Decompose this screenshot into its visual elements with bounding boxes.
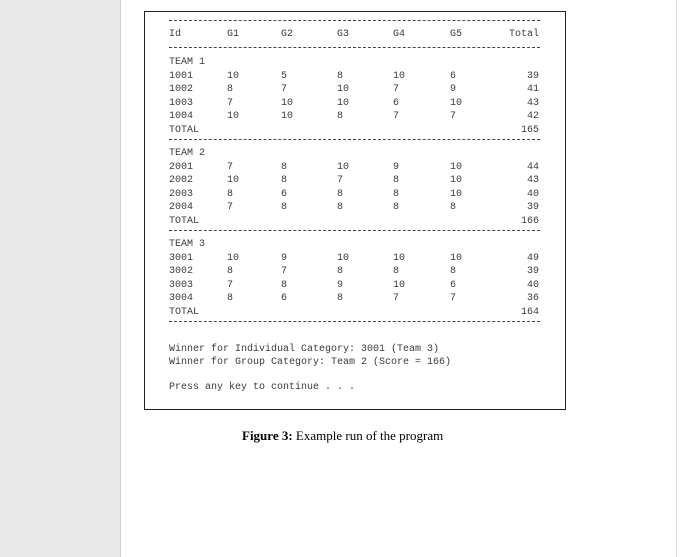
row-score-g5: 6 [450,70,457,82]
row-score-g3: 10 [337,161,350,173]
row-score-g1: 10 [227,175,240,186]
team-total-label: TOTAL [169,124,200,136]
team-name: TEAM 1 [169,57,206,68]
row-score-g1: 7 [227,161,234,173]
row-score-g3: 7 [337,175,344,186]
team-total-value: 166 [520,215,539,227]
row-score-g4: 8 [393,266,400,277]
winner-group-message: Winner for Group Category: Team 2 (Score = 166) [169,357,452,368]
row-score-g2: 8 [281,161,288,173]
row-score-g1: 7 [227,202,234,213]
row-score-g2: 8 [281,202,288,213]
row-score-g5: 10 [450,188,463,200]
row-score-g3: 10 [337,97,350,109]
row-score-g3: 8 [337,70,344,82]
row-score-g5: 8 [450,202,457,213]
row-score-g4: 7 [393,84,400,95]
team-separator [169,321,540,322]
row-score-g3: 10 [337,84,350,95]
row-score-g4: 6 [393,97,400,109]
row-score-g5: 7 [450,293,457,304]
row-id: 2001 [169,161,194,173]
row-total: 40 [526,188,539,200]
row-score-g2: 8 [281,175,288,186]
row-score-g1: 8 [227,266,234,277]
row-total: 49 [526,252,539,264]
column-header-total: Total [508,29,539,40]
row-id: 3001 [169,252,194,264]
page-edge-left [120,0,121,557]
row-total: 42 [526,111,539,122]
page-edge-right [676,0,677,557]
page-margin [0,0,120,557]
press-key-prompt: Press any key to continue . . . [169,382,356,393]
row-score-g4: 10 [393,70,406,82]
row-total: 43 [526,175,539,186]
figure-caption-text: Example run of the program [292,428,444,443]
column-header-id: Id [169,29,182,40]
row-total: 44 [526,161,539,173]
row-id: 3003 [169,279,194,291]
header-rule-bottom [169,47,540,48]
row-score-g4: 8 [393,188,400,200]
row-id: 2002 [169,175,194,186]
row-score-g5: 9 [450,84,457,95]
row-id: 1002 [169,84,194,95]
row-score-g2: 9 [281,252,288,264]
row-score-g3: 8 [337,293,344,304]
row-total: 41 [526,84,539,95]
column-header-g1: G1 [227,29,240,40]
row-total: 43 [526,97,539,109]
row-total: 39 [526,70,539,82]
row-score-g3: 8 [337,111,344,122]
team-total-label: TOTAL [169,306,200,318]
column-header-g5: G5 [450,29,463,40]
team-separator [169,230,540,231]
column-header-g2: G2 [281,29,294,40]
row-score-g4: 10 [393,279,406,291]
row-score-g4: 9 [393,161,400,173]
row-id: 1001 [169,70,194,82]
row-score-g3: 10 [337,252,350,264]
row-score-g5: 10 [450,252,463,264]
row-total: 39 [526,202,539,213]
row-score-g2: 7 [281,84,288,95]
row-score-g2: 6 [281,293,288,304]
row-score-g4: 8 [393,202,400,213]
row-score-g5: 10 [450,97,463,109]
console-output-figure [144,11,566,410]
team-separator [169,139,540,140]
row-score-g1: 10 [227,252,240,264]
row-score-g2: 10 [281,97,294,109]
row-score-g1: 7 [227,279,234,291]
figure-caption [242,428,502,444]
row-score-g2: 6 [281,188,288,200]
row-id: 3002 [169,266,194,277]
row-score-g2: 8 [281,279,288,291]
row-score-g1: 10 [227,70,240,82]
row-total: 39 [526,266,539,277]
row-score-g3: 8 [337,266,344,277]
row-score-g4: 7 [393,293,400,304]
row-score-g1: 10 [227,111,240,122]
team-total-value: 165 [520,124,539,136]
row-score-g3: 8 [337,202,344,213]
team-name: TEAM 2 [169,148,206,159]
row-id: 2004 [169,202,194,213]
row-score-g5: 7 [450,111,457,122]
row-score-g4: 10 [393,252,406,264]
row-score-g2: 7 [281,266,288,277]
row-id: 1003 [169,97,194,109]
row-score-g5: 10 [450,175,463,186]
row-score-g2: 10 [281,111,294,122]
row-id: 2003 [169,188,194,200]
figure-caption-label: Figure 3: [242,428,293,443]
row-score-g1: 8 [227,188,234,200]
row-score-g3: 8 [337,188,344,200]
row-score-g1: 8 [227,84,234,95]
row-score-g4: 7 [393,111,400,122]
row-score-g5: 8 [450,266,457,277]
row-score-g2: 5 [281,70,288,82]
row-score-g5: 6 [450,279,457,291]
team-name: TEAM 3 [169,239,206,250]
team-total-value: 164 [520,306,539,318]
column-header-g4: G4 [393,29,406,40]
column-header-g3: G3 [337,29,350,40]
header-rule-top [169,20,540,21]
winner-individual-message: Winner for Individual Category: 3001 (Team 3) [169,344,440,355]
row-score-g3: 9 [337,279,344,291]
row-score-g4: 8 [393,175,400,186]
row-id: 1004 [169,111,194,122]
row-score-g5: 10 [450,161,463,173]
row-score-g1: 8 [227,293,234,304]
row-id: 3004 [169,293,194,304]
row-total: 36 [526,293,539,304]
row-total: 40 [526,279,539,291]
team-total-label: TOTAL [169,215,200,227]
row-score-g1: 7 [227,97,234,109]
